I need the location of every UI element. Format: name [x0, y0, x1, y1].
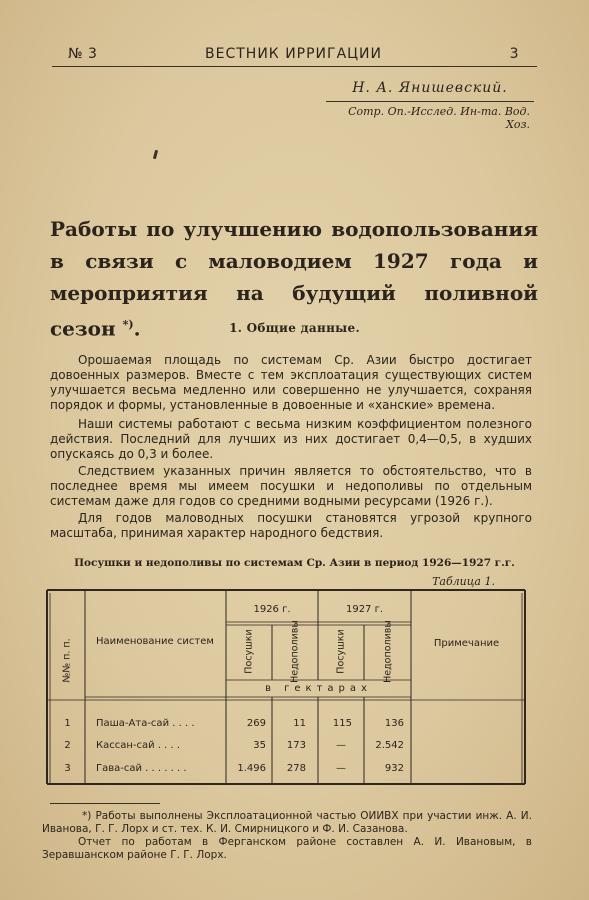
col-header-under-1926: Недополивы	[289, 620, 301, 683]
article-title: Работы по улучшению водопользования в связи с маловодием 1927 года и мероприятия на будущий поливной сезон *).	[50, 217, 538, 341]
author-name: Н. А. Янишевский.	[352, 80, 508, 96]
cell-dry-1927: —	[336, 740, 346, 751]
row-leader-dots: . . . . . . .	[145, 763, 187, 774]
cell-dry-1926: 269	[246, 718, 266, 729]
paragraph-3: Следствием указанных причин является то обстоятельство, что в последнее время мы имеем посушки и недополивы по отдельным системам даже для годов со средними водными ресурсами (1926 г.).	[50, 464, 532, 508]
row-name-text: Паша-Ата-сай	[96, 718, 170, 729]
footnote-2: Отчет по работам в Ферганском районе составлен А. И. Ивановым, в Зеравшанском районе Г. Г. Лорх.	[42, 836, 532, 861]
footnote-1: *) Работы выполнены Эксплоатационной частью ОИИВХ при участии инж. А. И. Иванова, Г. Г. Лорх и ст. тех. К. И. Смирницкого и Ф. И. Сазанова.	[42, 810, 532, 835]
row-name	[96, 718, 195, 729]
paragraph-2: Наши системы работают с весьма низким коэффициентом полезного действия. Последний для лучших из них достигает 0,4—0,5, в худших опускаясь до 0,3 и более.	[50, 417, 532, 461]
table-number: Таблица 1.	[432, 575, 495, 588]
cell-under-1927: 932	[384, 763, 404, 774]
paragraph-4: Для годов маловодных посушки становятся угрозой крупного масштаба, принимая характер народного бедствия.	[50, 511, 532, 540]
cell-dry-1926: 1.496	[237, 763, 266, 774]
col-header-num: №№ п. п.	[61, 638, 73, 683]
row-leader-dots: . . . .	[172, 718, 195, 729]
cell-under-1926: 278	[286, 763, 306, 774]
section-heading: 1. Общие данные.	[229, 321, 360, 335]
title-footnote-marker: *)	[122, 318, 134, 331]
row-name	[96, 740, 180, 751]
cell-under-1926: 11	[293, 718, 306, 729]
col-header-1927: 1927 г.	[345, 604, 384, 615]
page-number: 3	[509, 46, 519, 62]
header-rule	[52, 66, 537, 67]
footnote-rule	[50, 803, 160, 804]
row-num: 1	[64, 718, 71, 729]
row-name-text: Гава-сай	[96, 763, 142, 774]
author-affiliation: Сотр. Оп.-Исслед. Ин-та. Вод. Хоз.	[348, 105, 530, 131]
cell-under-1927: 2.542	[375, 740, 404, 751]
cell-under-1927: 136	[384, 718, 404, 729]
journal-title: ВЕСТНИК ИРРИГАЦИИ	[205, 46, 382, 62]
row-name-text: Кассан-сай	[96, 740, 155, 751]
col-header-dry-1926: Посушки	[243, 629, 255, 674]
author-rule	[326, 101, 534, 102]
table-caption: Посушки и недополивы по системам Ср. Азии в период 1926—1927 г.г.	[74, 557, 515, 569]
cell-dry-1927: —	[336, 763, 346, 774]
paragraph-1: Орошаемая площадь по системам Ср. Азии быстро достигает довоенных размеров. Вместе с тем эксплоатация существующих систем улучшается весьма медленно или совершенно не улучшается, сохраняя порядок и формы, установленные в довоенные и «ханские» времена.	[50, 353, 532, 412]
col-header-dry-1927: Посушки	[335, 629, 347, 674]
col-header-1926: 1926 г.	[253, 604, 291, 615]
col-header-under-1927: Недополивы	[382, 620, 394, 683]
col-header-note: Примечание	[433, 638, 500, 649]
row-name	[96, 763, 187, 774]
col-header-name: Наименование систем	[96, 636, 214, 647]
ink-mark	[153, 150, 158, 159]
row-num: 2	[64, 740, 71, 751]
article-title-text: Работы по улучшению водопользования в связи с маловодием 1927 года и мероприятия на будущий поливной сезон	[50, 217, 538, 341]
cell-under-1926: 173	[286, 740, 306, 751]
units-label: в гектарах	[265, 683, 372, 694]
issue-number: № 3	[68, 46, 98, 62]
cell-dry-1927: 115	[332, 718, 352, 729]
row-leader-dots: . . . .	[157, 740, 181, 751]
cell-dry-1926: 35	[253, 740, 266, 751]
row-num: 3	[64, 763, 71, 774]
